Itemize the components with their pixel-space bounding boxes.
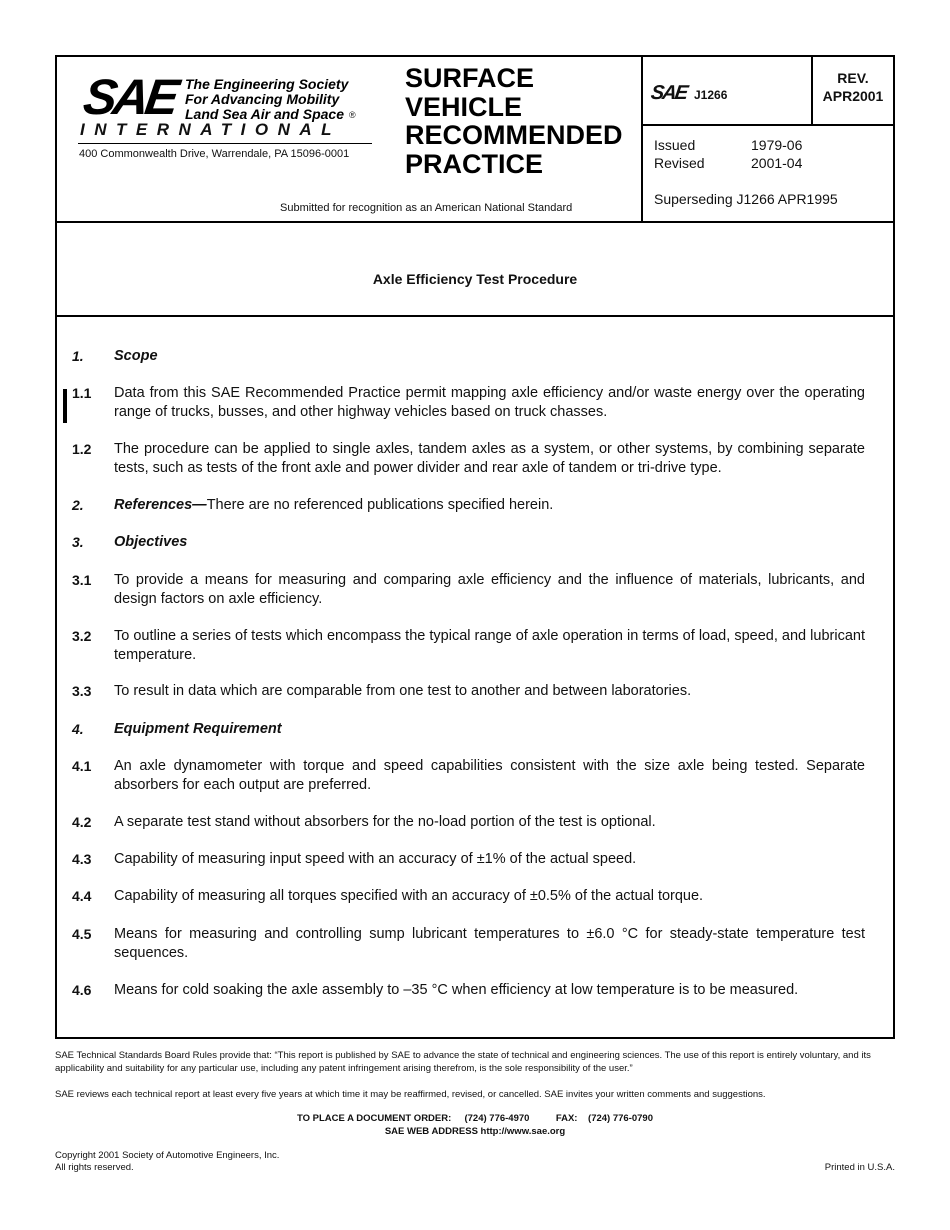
section-number: 4. (72, 721, 84, 737)
references-title: References— (114, 497, 207, 513)
section-number: 3. (72, 534, 84, 550)
paragraph-4-2: A separate test stand without absorbers for the no-load portion of the test is optional. (114, 814, 656, 830)
printed-in: Printed in U.S.A. (824, 1162, 895, 1173)
section-number: 3.3 (72, 683, 92, 699)
section-number: 4.5 (72, 926, 92, 942)
document-title: Axle Efficiency Test Procedure (372, 271, 578, 287)
sae-logo-tagline (185, 77, 348, 122)
section-number: 1. (72, 348, 84, 364)
rev-label: REV. (837, 70, 869, 86)
order-phone-fax: TO PLACE A DOCUMENT ORDER: (724) 776-4970 FAX: (724) 776-0790 (296, 1113, 653, 1124)
paragraph-4-6: Means for cold soaking the axle assembly to –35 °C when efficiency at low temperature is to be measured. (114, 982, 799, 998)
practice-type-line: PRACTICE (405, 148, 544, 179)
superseding-note: Superseding J1266 APR1995 (654, 191, 838, 207)
section-heading-equipment: Equipment Requirement (114, 721, 282, 737)
practice-type-heading (405, 64, 623, 178)
practice-type-line: VEHICLE (405, 91, 523, 122)
practice-type-line: SURFACE (405, 63, 535, 93)
section-number: 4.1 (72, 758, 92, 774)
paragraph-1-1: Data from this SAE Recommended Practice permit mapping axle efficiency and/or waste energy over the operating range of trucks, busses, and other highway vehicles based on truck chasses. (114, 385, 865, 420)
logo-rule (78, 143, 372, 144)
sae-logo-mark: SAE (80, 69, 179, 125)
revision-box (813, 57, 893, 123)
sae-web-address: SAE WEB ADDRESS http://www.sae.org (384, 1126, 566, 1137)
paragraph-4-3: Capability of measuring input speed with an accuracy of ±1% of the actual speed. (114, 851, 637, 867)
section-number: 4.3 (72, 851, 92, 867)
section-heading-scope: Scope (114, 348, 158, 364)
copyright (55, 1150, 279, 1174)
section-number: 1.2 (72, 441, 92, 457)
rev-value: APR2001 (822, 88, 884, 104)
section-number: 3.1 (72, 572, 92, 588)
revised-label: Revised (654, 155, 705, 171)
rights-line: All rights reserved. (55, 1162, 134, 1173)
tagline-line: For Advancing Mobility (185, 91, 340, 107)
registered-mark: ® (349, 110, 356, 120)
issued-date: 1979-06 (751, 137, 803, 153)
section-number: 4.4 (72, 888, 92, 904)
copyright-line: Copyright 2001 Society of Automotive Engineers, Inc. (55, 1150, 280, 1161)
paragraph-3-2: To outline a series of tests which encompass the typical range of axle operation in terms of load, speed, and lubricant temperature. (114, 628, 865, 663)
standards-board-rules: SAE Technical Standards Board Rules provide that: “This report is published by SAE to advance the state of technical and engineering sciences. The use of this report is entirely voluntary, and its applicability and suitability for any particular use, including any patent infringement arising therefrom, is the sole responsibility of the user.” (55, 1050, 871, 1074)
issued-label: Issued (654, 137, 696, 153)
tagline-line: The Engineering Society (185, 76, 349, 92)
revised-date: 2001-04 (751, 155, 803, 171)
document-number: J1266 (694, 88, 728, 102)
practice-type-line: RECOMMENDED (405, 120, 623, 150)
section-number: 2. (72, 497, 84, 513)
revision-change-bar (63, 389, 67, 423)
paragraph-4-1: An axle dynamometer with torque and speed capabilities consistent with the size axle being tested. Separate absorbers for each output are preferred. (114, 758, 865, 793)
sae-international-wordmark: INTERNATIONAL (80, 120, 342, 139)
section-number: 4.6 (72, 982, 92, 998)
section-number: 4.2 (72, 814, 92, 830)
section-number: 3.2 (72, 628, 92, 644)
paragraph-1-2: The procedure can be applied to single axles, tandem axles as a system, or other systems, by combining separate tests, such as tests of the front axle and power divider and rear axle of tandem or tri-drive type. (114, 441, 865, 476)
paragraph-4-5: Means for measuring and controlling sump lubricant temperatures to ±6.0 °C for steady-state temperature test sequences. (114, 926, 865, 961)
header-divider (641, 124, 895, 126)
paragraph-3-3: To result in data which are comparable from one test to another and between laboratories. (114, 683, 692, 699)
tagline-line: Land Sea Air and Space (185, 106, 344, 122)
review-policy: SAE reviews each technical report at least every five years at which time it may be reaffirmed, revised, or cancelled. SAE invites your written comments and suggestions. (55, 1089, 766, 1100)
references-text: There are no referenced publications specified herein. (206, 497, 554, 513)
paragraph-3-1: To provide a means for measuring and comparing axle efficiency and the influence of materials, lubricants, and design factors on axle efficiency. (114, 572, 865, 607)
header-divider (641, 55, 643, 223)
sae-small-logo: SAE (649, 82, 688, 104)
ansi-submission-note: Submitted for recognition as an American National Standard (280, 202, 573, 214)
paragraph-4-4: Capability of measuring all torques specified with an accuracy of ±0.5% of the actual torque. (114, 888, 704, 904)
section-heading-references (114, 496, 553, 515)
section-number: 1.1 (72, 385, 92, 401)
title-frame (55, 221, 895, 317)
section-heading-objectives: Objectives (114, 534, 188, 550)
sae-address: 400 Commonwealth Drive, Warrendale, PA 15096-0001 (79, 148, 350, 160)
